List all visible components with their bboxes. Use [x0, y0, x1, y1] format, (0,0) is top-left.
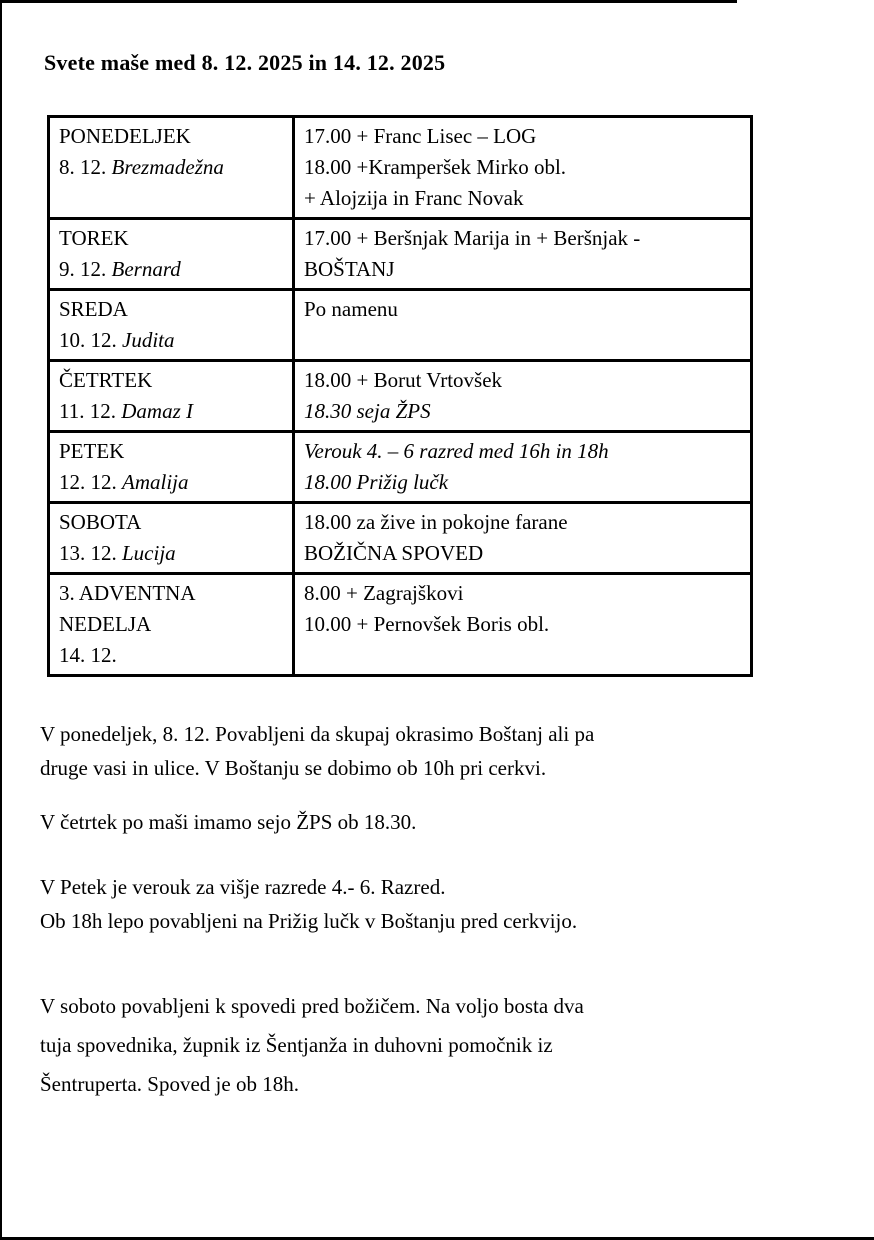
day-label: 3. ADVENTNA — [59, 581, 196, 605]
mass-line: + Alojzija in Franc Novak — [304, 186, 524, 210]
date-feast-line — [59, 467, 284, 498]
mass-line: 18.00 Prižig lučk — [304, 470, 449, 494]
mass-schedule-table — [47, 115, 753, 677]
mass-line: 17.00 + Beršnjak Marija in + Beršnjak - — [304, 226, 641, 250]
paragraph-friday-note — [40, 870, 835, 938]
day-cell — [49, 219, 294, 290]
date-feast-line — [59, 254, 284, 285]
date-feast-line — [59, 538, 284, 569]
date-label: 8. 12. — [59, 155, 107, 179]
date-label: 9. 12. — [59, 257, 107, 281]
day-label: TOREK — [59, 226, 129, 250]
date-label: 10. 12. — [59, 328, 117, 352]
mass-line: 17.00 + Franc Lisec – LOG — [304, 124, 537, 148]
day-label: ČETRTEK — [59, 368, 153, 392]
table-row-friday — [49, 432, 752, 503]
mass-cell — [294, 503, 752, 574]
day-label: SOBOTA — [59, 510, 142, 534]
mass-cell — [294, 290, 752, 361]
table-row-wednesday — [49, 290, 752, 361]
paragraph-saturday-note — [40, 987, 835, 1104]
paragraph-line: V soboto povabljeni k spovedi pred božičem. Na voljo bosta dva — [40, 994, 584, 1018]
paragraph-line: V ponedeljek, 8. 12. Povabljeni da skupaj okrasimo Boštanj ali pa — [40, 722, 595, 746]
mass-cell — [294, 432, 752, 503]
date-label: 12. 12. — [59, 470, 117, 494]
paragraph-thursday-note — [40, 805, 835, 839]
table-row-thursday — [49, 361, 752, 432]
mass-line: 18.00 +Kramperšek Mirko obl. — [304, 155, 567, 179]
mass-line: 8.00 + Zagrajškovi — [304, 581, 464, 605]
paragraph-line: druge vasi in ulice. V Boštanju se dobimo ob 10h pri cerkvi. — [40, 756, 547, 780]
table-row-tuesday — [49, 219, 752, 290]
mass-line: 18.00 + Borut Vrtovšek — [304, 368, 503, 392]
scan-edge-top — [0, 0, 737, 3]
day-label-line2: NEDELJA — [59, 612, 152, 636]
table-row-saturday — [49, 503, 752, 574]
day-cell — [49, 574, 294, 676]
day-cell — [49, 503, 294, 574]
paragraph-monday-note — [40, 717, 835, 785]
date-feast-line — [59, 325, 284, 356]
day-label: PONEDELJEK — [59, 124, 191, 148]
mass-line: 18.00 za žive in pokojne farane — [304, 510, 568, 534]
mass-line: 18.30 seja ŽPS — [304, 399, 431, 423]
day-cell — [49, 117, 294, 219]
mass-line: BOŠTANJ — [304, 257, 395, 281]
paragraph-line: Ob 18h lepo povabljeni na Prižig lučk v Boštanju pred cerkvijo. — [40, 909, 578, 933]
feast-name: Lucija — [122, 541, 176, 565]
mass-line: Verouk 4. – 6 razred med 16h in 18h — [304, 439, 609, 463]
scan-edge-left — [0, 0, 2, 1240]
page-title: Svete maše med 8. 12. 2025 in 14. 12. 2025 — [44, 50, 446, 75]
feast-name: Damaz I — [121, 399, 193, 423]
mass-cell — [294, 117, 752, 219]
date-label: 14. 12. — [59, 643, 117, 667]
mass-line: Po namenu — [304, 297, 398, 321]
mass-line: 10.00 + Pernovšek Boris obl. — [304, 612, 550, 636]
day-label: PETEK — [59, 439, 125, 463]
paragraph-line: V četrtek po maši imamo sejo ŽPS ob 18.30. — [40, 810, 417, 834]
feast-name: Amalija — [122, 470, 189, 494]
day-label: SREDA — [59, 297, 128, 321]
feast-name: Judita — [122, 328, 175, 352]
paragraph-line: tuja spovednika, župnik iz Šentjanža in duhovni pomočnik iz — [40, 1033, 553, 1057]
date-feast-line — [59, 152, 284, 183]
feast-name: Bernard — [111, 257, 181, 281]
date-label: 11. 12. — [59, 399, 116, 423]
feast-name: Brezmadežna — [111, 155, 224, 179]
day-cell — [49, 361, 294, 432]
mass-cell — [294, 361, 752, 432]
day-cell — [49, 432, 294, 503]
table-row-sunday — [49, 574, 752, 676]
mass-line: BOŽIČNA SPOVED — [304, 541, 484, 565]
mass-cell — [294, 574, 752, 676]
table-row-monday — [49, 117, 752, 219]
mass-cell — [294, 219, 752, 290]
date-label: 13. 12. — [59, 541, 117, 565]
paragraph-line: Šentruperta. Spoved je ob 18h. — [40, 1072, 299, 1096]
date-feast-line — [59, 396, 284, 427]
day-cell — [49, 290, 294, 361]
paragraph-line: V Petek je verouk za višje razrede 4.- 6. Razred. — [40, 875, 446, 899]
